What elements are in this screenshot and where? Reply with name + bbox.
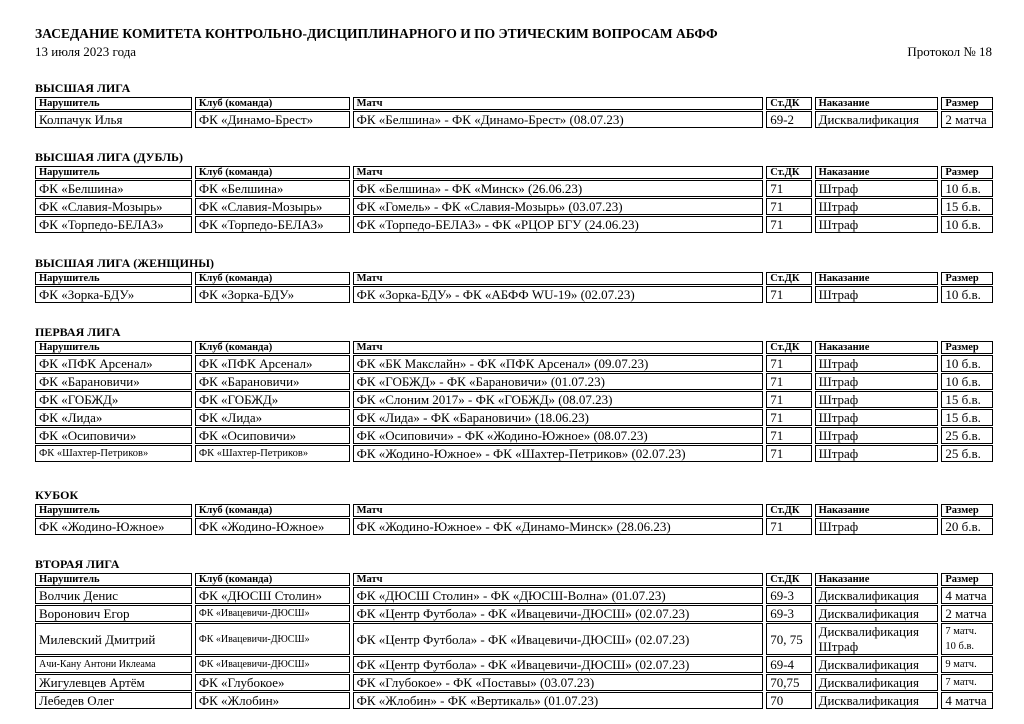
match-cell: ФК «Торпедо-БЕЛАЗ» - ФК «РЦОР БГУ (24.06.23)	[353, 216, 764, 233]
section-table	[32, 503, 996, 536]
col-amount: Размер	[941, 97, 993, 110]
col-club: Клуб (команда)	[195, 97, 350, 110]
match-cell: ФК «ГОБЖД» - ФК «Барановичи» (01.07.23)	[353, 373, 764, 390]
club-cell: ФК «Белшина»	[195, 180, 350, 197]
penalty-line: Дисквалификация	[818, 624, 919, 639]
section-title: КУБОК	[35, 488, 79, 502]
club-cell: ФК «ДЮСШ Столин»	[195, 587, 350, 604]
section-title: ВЫСШАЯ ЛИГА (ЖЕНЩИНЫ)	[35, 256, 215, 270]
col-penalty: Наказание	[815, 504, 939, 517]
article-cell: 69-3	[766, 605, 811, 622]
offender-cell: ФК «Зорка-БДУ»	[35, 286, 192, 303]
col-article: Ст.ДК	[766, 504, 811, 517]
match-cell: ФК «Слоним 2017» - ФК «ГОБЖД» (08.07.23)	[353, 391, 764, 408]
col-amount: Размер	[941, 166, 993, 179]
match-cell: ФК «Белшина» - ФК «Динамо-Брест» (08.07.23)	[353, 111, 764, 128]
club-cell: ФК «Славия-Мозырь»	[195, 198, 350, 215]
penalty-cell: Штраф	[815, 216, 939, 233]
offender-cell: ФК «Осиповичи»	[35, 427, 192, 444]
match-cell: ФК «Лида» - ФК «Барановичи» (18.06.23)	[353, 409, 764, 426]
table-row	[35, 656, 993, 673]
col-article: Ст.ДК	[766, 97, 811, 110]
penalty-cell: Штраф	[815, 373, 939, 390]
penalty-cell: Штраф	[815, 409, 939, 426]
offender-cell: Ачи-Кану Антони Иклеама	[35, 656, 192, 673]
col-offender: Нарушитель	[35, 573, 192, 586]
club-cell: ФК «Жлобин»	[195, 692, 350, 709]
penalty-cell: Штраф	[815, 445, 939, 462]
table-row	[35, 373, 993, 390]
table-row	[35, 111, 993, 128]
amount-cell: 4 матча	[941, 587, 993, 604]
table-row	[35, 623, 993, 655]
article-cell: 70	[766, 692, 811, 709]
article-cell: 69-3	[766, 587, 811, 604]
club-cell: ФК «Лида»	[195, 409, 350, 426]
col-amount: Размер	[941, 341, 993, 354]
offender-cell: ФК «Славия-Мозырь»	[35, 198, 192, 215]
offender-cell: Колпачук Илья	[35, 111, 192, 128]
offender-cell: ФК «ГОБЖД»	[35, 391, 192, 408]
match-cell: ФК «Жлобин» - ФК «Вертикаль» (01.07.23)	[353, 692, 764, 709]
match-cell: ФК «Жодино-Южное» - ФК «Шахтер-Петриков» (02.07.23)	[353, 445, 764, 462]
article-cell: 70,75	[766, 674, 811, 691]
col-penalty: Наказание	[815, 272, 939, 285]
section-table	[32, 340, 996, 463]
col-match: Матч	[353, 504, 764, 517]
table-header-row	[35, 272, 993, 285]
article-cell: 71	[766, 427, 811, 444]
amount-cell: 4 матча	[941, 692, 993, 709]
col-club: Клуб (команда)	[195, 166, 350, 179]
match-cell: ФК «ДЮСШ Столин» - ФК «ДЮСШ-Волна» (01.07.23)	[353, 587, 764, 604]
section-title: ВЫСШАЯ ЛИГА (ДУБЛЬ)	[35, 150, 183, 164]
table-row	[35, 518, 993, 535]
amount-line: 10 б.в.	[945, 641, 975, 652]
col-article: Ст.ДК	[766, 341, 811, 354]
penalty-cell	[815, 623, 939, 655]
table-header-row	[35, 504, 993, 517]
col-offender: Нарушитель	[35, 272, 192, 285]
article-cell: 71	[766, 198, 811, 215]
amount-cell: 10 б.в.	[941, 355, 993, 372]
table-row	[35, 409, 993, 426]
protocol-number: Протокол № 18	[907, 44, 992, 59]
offender-cell: ФК «Шахтер-Петриков»	[35, 445, 192, 462]
article-cell: 71	[766, 216, 811, 233]
club-cell: ФК «Жодино-Южное»	[195, 518, 350, 535]
article-cell: 71	[766, 373, 811, 390]
col-match: Матч	[353, 166, 764, 179]
penalty-cell: Дисквалификация	[815, 605, 939, 622]
amount-cell: 15 б.в.	[941, 198, 993, 215]
match-cell: ФК «Центр Футбола» - ФК «Ивацевичи-ДЮСШ» (02.07.23)	[353, 656, 764, 673]
section-table	[32, 271, 996, 304]
col-amount: Размер	[941, 573, 993, 586]
penalty-cell: Дисквалификация	[815, 111, 939, 128]
protocol-title: ЗАСЕДАНИЕ КОМИТЕТА КОНТРОЛЬНО-ДИСЦИПЛИНАРНОГО И ПО ЭТИЧЕСКИМ ВОПРОСАМ АБФФ	[35, 26, 718, 41]
amount-cell: 20 б.в.	[941, 518, 993, 535]
col-match: Матч	[353, 341, 764, 354]
amount-cell: 7 матч.	[941, 674, 993, 691]
article-cell: 69-4	[766, 656, 811, 673]
club-cell: ФК «Динамо-Брест»	[195, 111, 350, 128]
penalty-cell: Штраф	[815, 180, 939, 197]
match-cell: ФК «Осиповичи» - ФК «Жодино-Южное» (08.07.23)	[353, 427, 764, 444]
section-table	[32, 572, 996, 710]
offender-cell: Волчик Денис	[35, 587, 192, 604]
table-row	[35, 692, 993, 709]
penalty-cell: Штраф	[815, 518, 939, 535]
amount-cell: 9 матч.	[941, 656, 993, 673]
match-cell: ФК «Белшина» - ФК «Минск» (26.06.23)	[353, 180, 764, 197]
section-table	[32, 96, 996, 129]
article-cell: 70, 75	[766, 623, 811, 655]
table-row	[35, 605, 993, 622]
club-cell: ФК «Барановичи»	[195, 373, 350, 390]
col-match: Матч	[353, 97, 764, 110]
amount-cell: 15 б.в.	[941, 391, 993, 408]
col-offender: Нарушитель	[35, 166, 192, 179]
amount-cell: 10 б.в.	[941, 286, 993, 303]
section-title: ПЕРВАЯ ЛИГА	[35, 325, 121, 339]
match-cell: ФК «Гомель» - ФК «Славия-Мозырь» (03.07.23)	[353, 198, 764, 215]
col-penalty: Наказание	[815, 573, 939, 586]
penalty-cell: Дисквалификация	[815, 692, 939, 709]
table-row	[35, 180, 993, 197]
col-match: Матч	[353, 573, 764, 586]
article-cell: 71	[766, 286, 811, 303]
match-cell: ФК «Центр Футбола» - ФК «Ивацевичи-ДЮСШ» (02.07.23)	[353, 605, 764, 622]
table-row	[35, 286, 993, 303]
table-header-row	[35, 341, 993, 354]
col-penalty: Наказание	[815, 97, 939, 110]
penalty-cell: Штраф	[815, 427, 939, 444]
offender-cell: Лебедев Олег	[35, 692, 192, 709]
article-cell: 71	[766, 445, 811, 462]
article-cell: 71	[766, 518, 811, 535]
article-cell: 71	[766, 409, 811, 426]
article-cell: 69-2	[766, 111, 811, 128]
col-offender: Нарушитель	[35, 504, 192, 517]
match-cell: ФК «Центр Футбола» - ФК «Ивацевичи-ДЮСШ» (02.07.23)	[353, 623, 764, 655]
col-amount: Размер	[941, 504, 993, 517]
amount-cell: 25 б.в.	[941, 427, 993, 444]
offender-cell: ФК «Лида»	[35, 409, 192, 426]
club-cell: ФК «Глубокое»	[195, 674, 350, 691]
table-row	[35, 427, 993, 444]
col-club: Клуб (команда)	[195, 272, 350, 285]
club-cell: ФК «Ивацевичи-ДЮСШ»	[195, 605, 350, 622]
offender-cell: ФК «Барановичи»	[35, 373, 192, 390]
club-cell: ФК «ПФК Арсенал»	[195, 355, 350, 372]
offender-cell: ФК «Торпедо-БЕЛАЗ»	[35, 216, 192, 233]
table-header-row	[35, 97, 993, 110]
col-penalty: Наказание	[815, 166, 939, 179]
col-article: Ст.ДК	[766, 272, 811, 285]
col-match: Матч	[353, 272, 764, 285]
amount-cell: 2 матча	[941, 605, 993, 622]
penalty-cell: Штраф	[815, 286, 939, 303]
col-article: Ст.ДК	[766, 573, 811, 586]
penalty-cell: Дисквалификация	[815, 587, 939, 604]
penalty-line: Штраф	[818, 639, 859, 654]
table-row	[35, 355, 993, 372]
offender-cell: ФК «Белшина»	[35, 180, 192, 197]
penalty-cell: Штраф	[815, 391, 939, 408]
col-penalty: Наказание	[815, 341, 939, 354]
amount-cell: 25 б.в.	[941, 445, 993, 462]
col-club: Клуб (команда)	[195, 573, 350, 586]
table-row	[35, 198, 993, 215]
section-table	[32, 165, 996, 234]
offender-cell: Жигулевцев Артём	[35, 674, 192, 691]
section-title: ВЫСШАЯ ЛИГА	[35, 81, 131, 95]
club-cell: ФК «Шахтер-Петриков»	[195, 445, 350, 462]
club-cell: ФК «Осиповичи»	[195, 427, 350, 444]
col-offender: Нарушитель	[35, 97, 192, 110]
offender-cell: ФК «Жодино-Южное»	[35, 518, 192, 535]
table-row	[35, 391, 993, 408]
table-row	[35, 674, 993, 691]
amount-cell	[941, 623, 993, 655]
club-cell: ФК «Ивацевичи-ДЮСШ»	[195, 656, 350, 673]
table-header-row	[35, 573, 993, 586]
table-row	[35, 587, 993, 604]
club-cell: ФК «ГОБЖД»	[195, 391, 350, 408]
amount-cell: 2 матча	[941, 111, 993, 128]
table-header-row	[35, 166, 993, 179]
penalty-cell: Дисквалификация	[815, 674, 939, 691]
offender-cell: ФК «ПФК Арсенал»	[35, 355, 192, 372]
amount-cell: 10 б.в.	[941, 180, 993, 197]
article-cell: 71	[766, 180, 811, 197]
col-amount: Размер	[941, 272, 993, 285]
section-title: ВТОРАЯ ЛИГА	[35, 557, 120, 571]
match-cell: ФК «БК Макслайн» - ФК «ПФК Арсенал» (09.07.23)	[353, 355, 764, 372]
match-cell: ФК «Глубокое» - ФК «Поставы» (03.07.23)	[353, 674, 764, 691]
offender-cell: Воронович Егор	[35, 605, 192, 622]
protocol-date: 13 июля 2023 года	[35, 44, 137, 59]
amount-cell: 15 б.в.	[941, 409, 993, 426]
col-article: Ст.ДК	[766, 166, 811, 179]
article-cell: 71	[766, 391, 811, 408]
offender-cell: Милевский Дмитрий	[35, 623, 192, 655]
match-cell: ФК «Зорка-БДУ» - ФК «АБФФ WU-19» (02.07.23)	[353, 286, 764, 303]
col-offender: Нарушитель	[35, 341, 192, 354]
club-cell: ФК «Зорка-БДУ»	[195, 286, 350, 303]
amount-cell: 10 б.в.	[941, 373, 993, 390]
penalty-cell: Дисквалификация	[815, 656, 939, 673]
col-club: Клуб (команда)	[195, 341, 350, 354]
article-cell: 71	[766, 355, 811, 372]
amount-cell: 10 б.в.	[941, 216, 993, 233]
table-row	[35, 216, 993, 233]
table-row	[35, 445, 993, 462]
amount-line: 7 матч.	[945, 626, 977, 637]
club-cell: ФК «Ивацевичи-ДЮСШ»	[195, 623, 350, 655]
penalty-cell: Штраф	[815, 198, 939, 215]
penalty-cell: Штраф	[815, 355, 939, 372]
club-cell: ФК «Торпедо-БЕЛАЗ»	[195, 216, 350, 233]
col-club: Клуб (команда)	[195, 504, 350, 517]
match-cell: ФК «Жодино-Южное» - ФК «Динамо-Минск» (28.06.23)	[353, 518, 764, 535]
